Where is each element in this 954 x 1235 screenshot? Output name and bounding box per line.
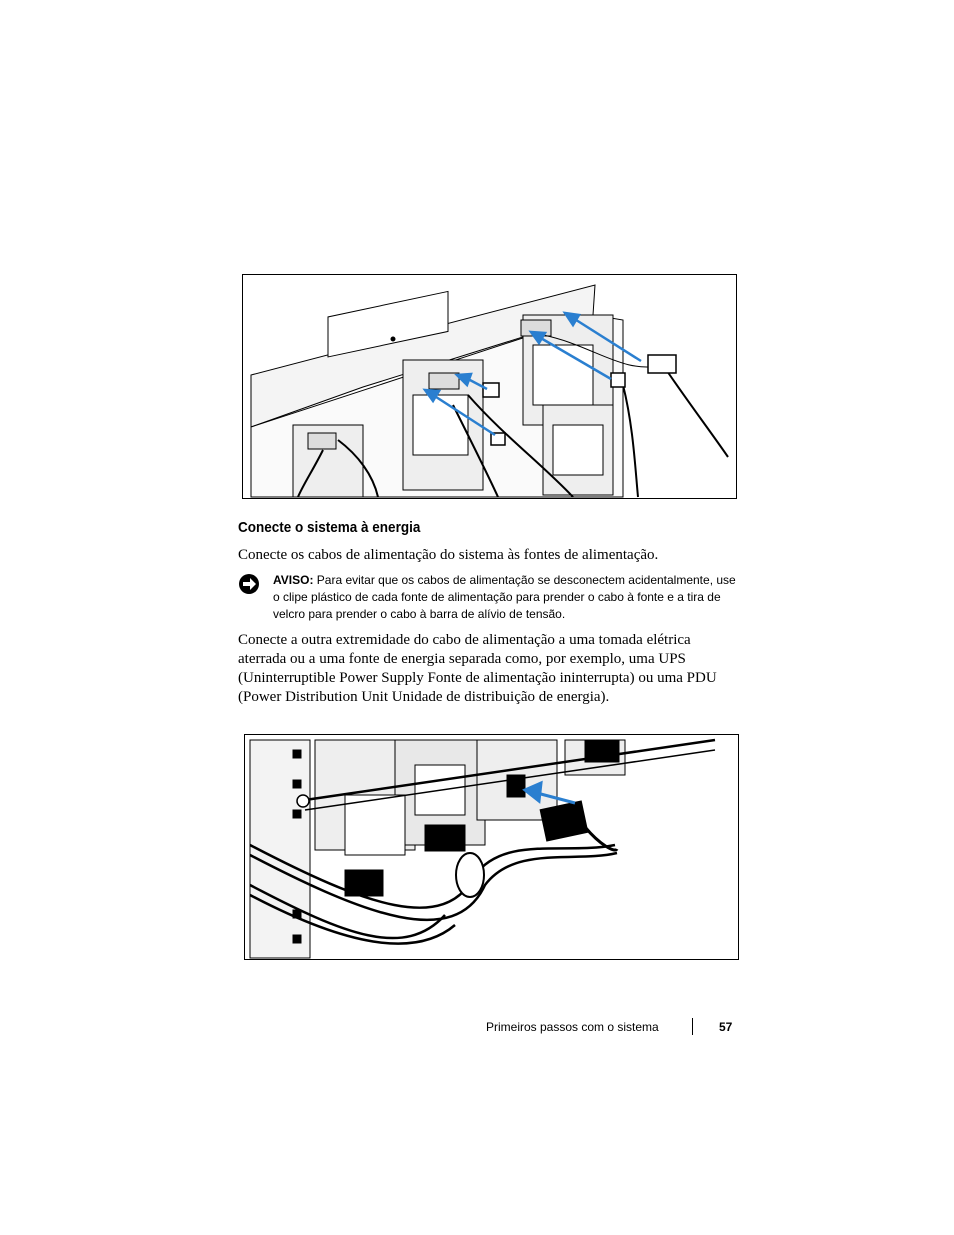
notice-text bbox=[273, 572, 743, 623]
section-heading: Conecte o sistema à energia bbox=[238, 519, 421, 536]
followup-paragraph: Conecte a outra extremidade do cabo de alimentação a uma tomada elétrica aterrada ou a uma fonte de energia separada como, por exemplo, uma UPS (Uninterruptible Power Supply Fonte de alimentação ininterrupta) ou uma PDU (Power Distribution Unit Unidade de distribuição de energia). bbox=[238, 632, 717, 705]
illustration-enclosure-rear bbox=[243, 275, 736, 498]
page-number: 57 bbox=[719, 1020, 733, 1034]
figure-power-supplies-cabling bbox=[242, 274, 737, 499]
footer-separator bbox=[692, 1018, 693, 1035]
intro-paragraph: Conecte os cabos de alimentação do sistema às fontes de alimentação. bbox=[238, 547, 659, 563]
notice-arrow-icon bbox=[238, 573, 260, 595]
notice-body: Para evitar que os cabos de alimentação se desconectem acidentalmente, use o clipe plástico de cada fonte de alimentação para prender o cabo à fonte e a tira de velcro para prender o cabo à barra de alívio de tensão. bbox=[273, 573, 736, 621]
notice-label: AVISO: bbox=[273, 573, 314, 587]
illustration-cable-connection bbox=[245, 735, 738, 959]
figure-power-cable-strain-relief bbox=[244, 734, 739, 960]
footer-title: Primeiros passos com o sistema bbox=[486, 1020, 659, 1034]
